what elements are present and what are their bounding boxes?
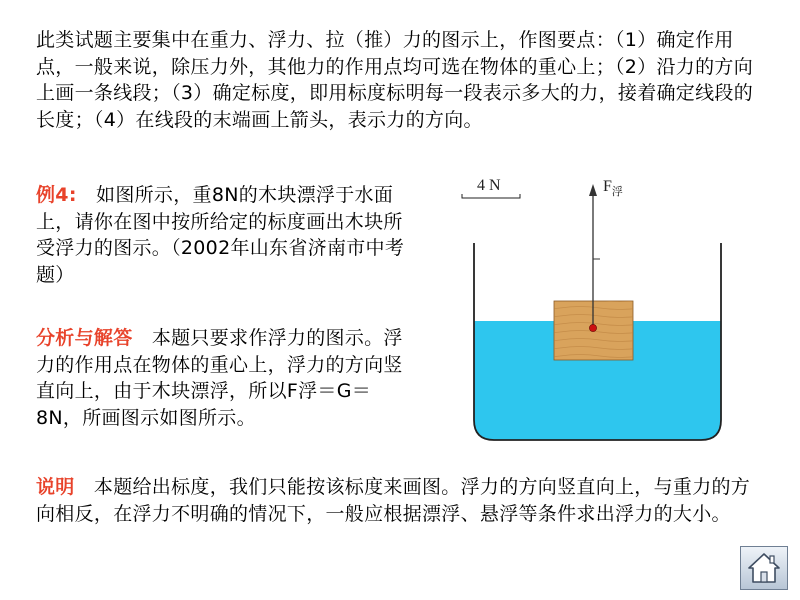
force-label xyxy=(603,178,623,198)
intro-paragraph xyxy=(36,27,766,133)
note-text: 本题给出标度，我们只能按该标度来画图。浮力的方向竖直向上，与重力的方向相反，在浮力不明确的情况下，一般应根据漂浮、悬浮等条件求出浮力的大小。 xyxy=(36,476,751,525)
scale-bar xyxy=(462,194,520,198)
note-paragraph xyxy=(36,474,766,527)
example-text: 如图所示，重8N的木块漂浮于水面上，请你在图中按所给定的标度画出木块所受浮力的图示。（2002年山东省济南市中考题） xyxy=(36,184,405,286)
force-application-point xyxy=(589,324,596,331)
analysis-label: 分析与解答 xyxy=(36,327,133,349)
force-label-f: F xyxy=(603,178,612,195)
scale-label: 4 N xyxy=(477,177,501,194)
analysis-text: 本题只要求作浮力的图示。浮力的作用点在物体的重心上，浮力的方向竖直向上，由于木块漂浮，所以F浮＝G＝8N，所画图示如图所示。 xyxy=(36,327,403,429)
example-label: 例4: xyxy=(36,184,77,206)
home-icon xyxy=(741,547,787,589)
buoyancy-diagram xyxy=(440,168,740,458)
home-button[interactable] xyxy=(740,546,788,590)
force-label-subscript: 浮 xyxy=(611,186,623,198)
example-paragraph xyxy=(36,182,411,288)
note-label: 说明 xyxy=(36,476,75,498)
intro-text: 此类试题主要集中在重力、浮力、拉（推）力的图示上，作图要点：（1）确定作用点，一般来说，除压力外，其他力的作用点均可选在物体的重心上；（2）沿力的方向上画一条线段；（3）确定标度，即用标度标明每一段表示多大的力，接着确定线段的长度；（4）在线段的末端画上箭头，表示力的方向。 xyxy=(36,29,753,131)
force-arrowhead xyxy=(589,184,597,196)
analysis-paragraph xyxy=(36,325,411,431)
